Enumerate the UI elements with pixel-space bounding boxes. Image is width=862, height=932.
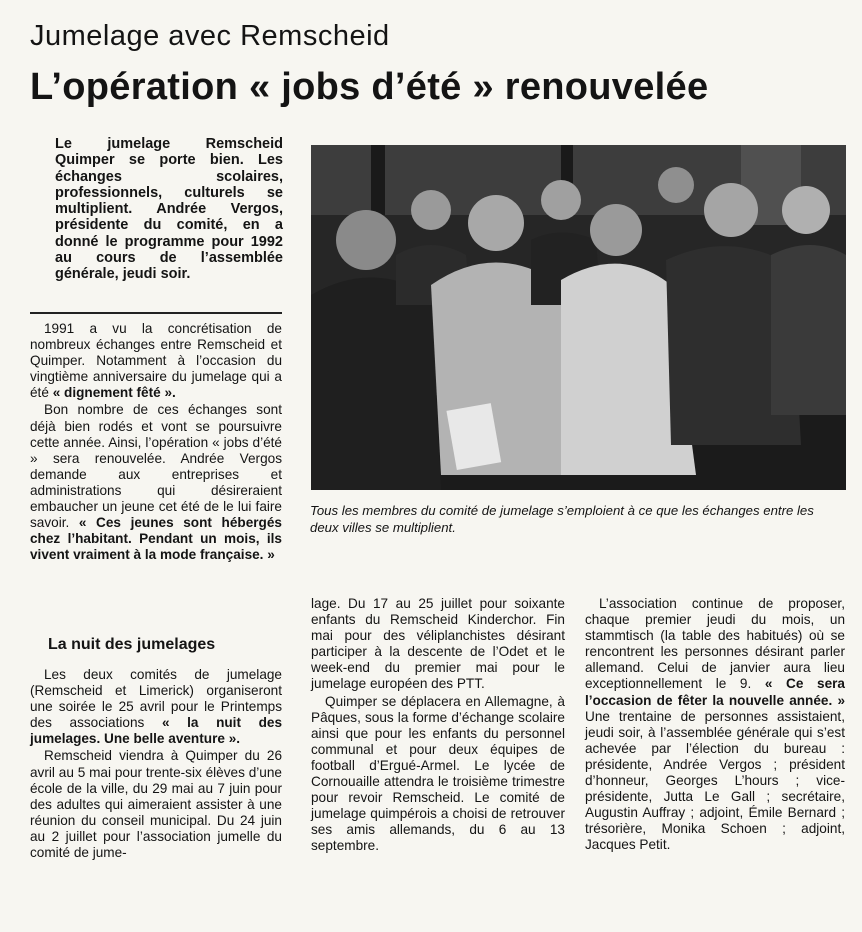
kicker: Jumelage avec Remscheid [30, 20, 390, 52]
paragraph-bold: « la nuit des jumelages. Une belle aventure ». [30, 715, 283, 747]
lead-divider [30, 312, 282, 314]
paragraph [585, 596, 845, 854]
column-1-bottom [30, 667, 282, 861]
paragraph-text: Les deux comités de jumelage (Remscheid et Limerick) organiseront une soirée le 25 avril pour le Printemps des associations [30, 667, 282, 731]
column-3 [585, 596, 845, 854]
paragraph-bold: « dignement fêté ». [52, 385, 176, 401]
column-2 [311, 596, 565, 855]
news-photo [311, 145, 846, 490]
paragraph [30, 402, 282, 563]
paragraph-text: Bon nombre de ces échanges sont déjà bien rodés et vont se poursuivre cette année. Ainsi, l’opération « jobs d’été » sera renouvelée. Andrée Vergos demande aux entreprises et administrations qui désireraient embaucher un jeune cet été de le lui faire savoir. [30, 402, 282, 531]
column-1-top [30, 321, 282, 563]
paragraph: Quimper se déplacera en Allemagne, à Pâques, sous la forme d’échange scolaire ainsi que pour les enfants du personnel communal et pour deux équipes de football d’Ergué-Armel. Le lycée de Cornouaille attendra le troisième trimestre pour revoir Remscheid. Le comité de jumelage quimpérois a choisi de retrouver ses amis allemands, du 6 au 13 septembre. [311, 693, 565, 854]
subheading: La nuit des jumelages [48, 636, 216, 653]
paragraph [30, 667, 282, 747]
paragraph-bold: « Ces jeunes sont hébergés chez l’habitant. Pendant un mois, ils vivent vraiment à la mode française. » [30, 515, 282, 563]
lead-paragraph: Le jumelage Remscheid Quimper se porte bien. Les échanges scolaires, professionnels, culturels se multiplient. Andrée Vergos, présidente du comité, en a donné le programme pour 1992 au cours de l’assemblée générale, jeudi soir. [55, 136, 283, 283]
paragraph: lage. Du 17 au 25 juillet pour soixante enfants du Remscheid Kinderchor. Fin mai pour des véliplanchistes désirant participer à la descente de l’Odet et le week-end du premier mai pour le jumelage européen des PTT. [311, 596, 565, 692]
paragraph: Remscheid viendra à Quimper du 26 avril au 5 mai pour trente-six élèves d’une école de la ville, du 29 mai au 7 juin pour des adultes qui aimeraient assister à une réunion du conseil municipal. Du 24 juin au 2 juillet pour l’association jumelle du comité de jume- [30, 748, 282, 861]
photo-caption: Tous les membres du comité de jumelage s’emploient à ce que les échanges entre les deux villes se multiplient. [310, 503, 814, 535]
photo-illustration [311, 145, 846, 490]
paragraph [30, 321, 282, 401]
paragraph-text: Une trentaine de personnes assistaient, jeudi soir, à l’assemblée générale qui s’est achevée par l’élection du bureau : présidente, Andrée Vergos ; président d’honneur, Georges L’hours ; vice-présidente, Jutta Le Gall ; secrétaire, Augustin Auffray ; adjoint, Émile Bernard ; trésorière, Monika Schoen ; adjoint, Jacques Petit. [585, 708, 845, 853]
paragraph-bold: « Ce sera l’occasion de fêter la nouvelle année. » [585, 676, 845, 708]
headline: L’opération « jobs d’été » renouvelée [30, 66, 709, 108]
paragraph-text: 1991 a vu la concrétisation de nombreux échanges entre Remscheid et Quimper. Notamment à l’occasion du vingtième anniversaire du jumelage qui a été [30, 321, 282, 401]
paragraph-text: L’association continue de proposer, chaque premier jeudi du mois, un stammtisch (la table des habitués) où se rencontrent les personnes désirant parler allemand. Celui de janvier aura lieu exceptionnellement le 9. [585, 596, 845, 692]
